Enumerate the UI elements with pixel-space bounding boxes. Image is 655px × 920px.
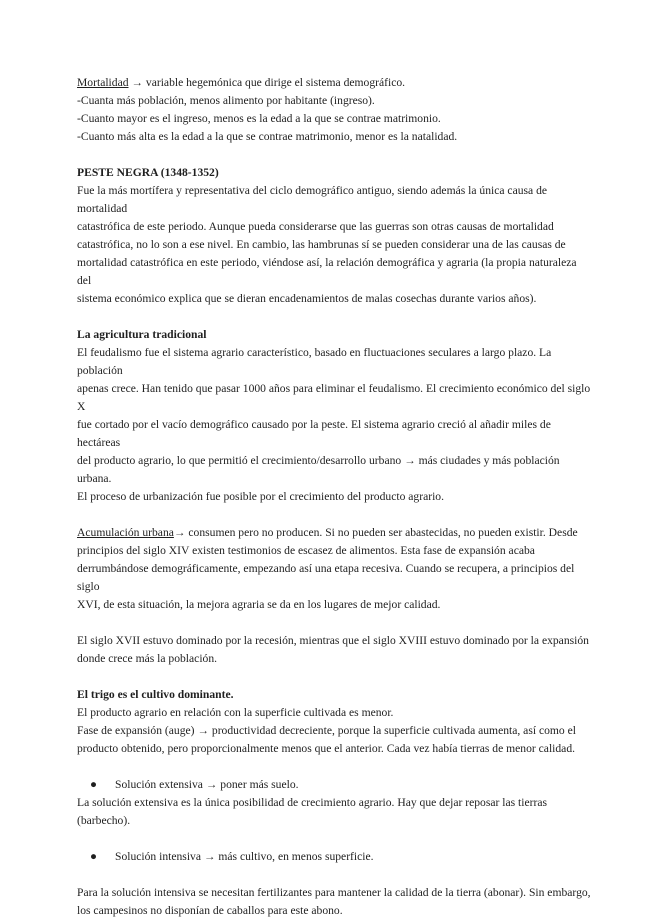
text-line: La solución extensiva es la única posibilidad de crecimiento agrario. Hay que dejar reposar las tierras (barbecho). bbox=[77, 796, 548, 827]
peste-heading: PESTE NEGRA (1348-1352) bbox=[77, 166, 219, 179]
text-line: catastrófica de este periodo. Aunque pueda considerarse que las guerras son otras causas de mortalidad bbox=[77, 220, 554, 233]
mortalidad-def: → variable hegemónica que dirige el sistema demográfico. bbox=[128, 76, 406, 89]
peste-section bbox=[77, 164, 592, 308]
text-line: El proceso de urbanización fue posible por el crecimiento del producto agrario. bbox=[77, 490, 444, 503]
extensiva-section bbox=[77, 776, 592, 830]
text-line: El feudalismo fue el sistema agrario característico, basado en fluctuaciones seculares a largo plazo. La población bbox=[77, 346, 552, 377]
text-line: catastrófica, no lo son a ese nivel. En cambio, las hambrunas sí se pueden considerar una de las causas de bbox=[77, 238, 566, 251]
acumulacion-section bbox=[77, 524, 592, 614]
text-line: El siglo XVII estuvo dominado por la recesión, mientras que el siglo XVIII estuvo dominado por la expansión bbox=[77, 634, 589, 647]
text-line: El producto agrario en relación con la superficie cultivada es menor. bbox=[77, 706, 394, 719]
text-line: Fue la más mortífera y representativa del ciclo demográfico antiguo, siendo además la única causa de mortalidad bbox=[77, 184, 548, 215]
agricultura-section bbox=[77, 326, 592, 506]
bullet-icon: ● bbox=[90, 778, 98, 791]
siglo-section bbox=[77, 632, 592, 668]
bullet-icon: ● bbox=[90, 850, 98, 863]
acumulacion-first: → consumen pero no producen. Si no pueden ser abastecidas, no pueden existir. Desde bbox=[173, 526, 578, 539]
acumulacion-definition bbox=[77, 524, 592, 542]
text-line: donde crece más la población. bbox=[77, 652, 218, 665]
text-line: Para la solución intensiva se necesitan fertilizantes para mantener la calidad de la tierra (abonar). Sin embargo, bbox=[77, 886, 591, 899]
text-line: Fase de expansión (auge) → productividad decreciente, porque la superficie cultivada aumenta, así como el bbox=[77, 724, 576, 737]
trigo-section bbox=[77, 686, 592, 758]
bullet-text: Solución intensiva → más cultivo, en menos superficie. bbox=[115, 850, 374, 863]
text-line: -Cuanto mayor es el ingreso, menos es la edad a la que se contrae matrimonio. bbox=[77, 112, 441, 125]
text-line: derrumbándose demográficamente, empezando así una etapa recesiva. Cuando se recupera, a principios del siglo bbox=[77, 562, 575, 593]
intensiva-section bbox=[77, 848, 592, 866]
acumulacion-term: Acumulación urbana bbox=[77, 526, 174, 539]
mortalidad-term: Mortalidad bbox=[77, 76, 129, 89]
text-line: apenas crece. Han tenido que pasar 1000 años para eliminar el feudalismo. El crecimiento económico del siglo X bbox=[77, 382, 591, 413]
text-line: -Cuanto más alta es la edad a la que se contrae matrimonio, menor es la natalidad. bbox=[77, 130, 458, 143]
text-line: fue cortado por el vacío demográfico causado por la peste. El sistema agrario creció al añadir miles de hectáreas bbox=[77, 418, 551, 449]
document-page bbox=[77, 74, 592, 920]
bullet-item-extensiva bbox=[77, 776, 592, 794]
mortalidad-definition bbox=[77, 74, 592, 92]
text-line: los campesinos no disponían de caballos para este abono. bbox=[77, 904, 343, 917]
text-line: producto obtenido, pero proporcionalmente menos que el anterior. Cada vez había tierras de menor calidad. bbox=[77, 742, 576, 755]
text-line: -Cuanta más población, menos alimento por habitante (ingreso). bbox=[77, 94, 375, 107]
text-line: sistema económico explica que se dieran encadenamientos de malas cosechas durante varios años). bbox=[77, 292, 537, 305]
text-line: del producto agrario, lo que permitió el crecimiento/desarrollo urbano → más ciudades y más población urbana. bbox=[77, 454, 560, 485]
trigo-heading: El trigo es el cultivo dominante. bbox=[77, 688, 234, 701]
agricultura-heading: La agricultura tradicional bbox=[77, 328, 207, 341]
text-line: principios del siglo XIV existen testimonios de escasez de alimentos. Esta fase de expansión acaba bbox=[77, 544, 535, 557]
text-line: mortalidad catastrófica en este periodo, viéndose así, la relación demográfica y agraria (la propia naturaleza del bbox=[77, 256, 577, 287]
bullet-text: Solución extensiva → poner más suelo. bbox=[115, 778, 299, 791]
abono-section bbox=[77, 884, 592, 920]
mortalidad-section bbox=[77, 74, 592, 146]
bullet-item-intensiva bbox=[77, 848, 592, 866]
text-line: XVI, de esta situación, la mejora agraria se da en los lugares de mejor calidad. bbox=[77, 598, 441, 611]
